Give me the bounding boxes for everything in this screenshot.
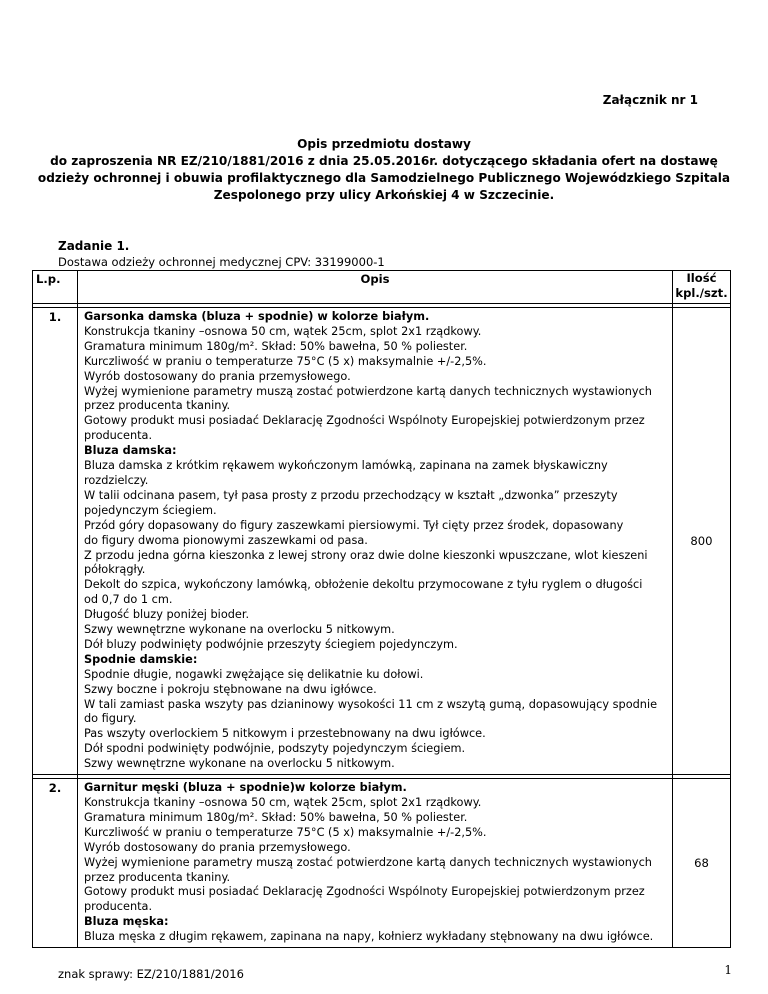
description-line: pojedynczym ściegiem. bbox=[84, 503, 217, 517]
description-line: Gramatura minimum 180g/m². Skład: 50% bawełna, 50 % poliester. bbox=[84, 339, 468, 353]
description-heading: Garsonka damska (bluza + spodnie) w kolorze białym. bbox=[84, 310, 430, 323]
description-line: półokrągły. bbox=[84, 563, 146, 577]
description-line: producenta. bbox=[84, 900, 153, 914]
row-quantity-cell bbox=[673, 308, 731, 775]
description-line: W tali zamiast paska wszyty pas dzianinowy wysokości 11 cm z wszytą gumą, dopasowujący spodnie bbox=[84, 697, 658, 711]
header-ilosc bbox=[673, 271, 731, 304]
description-line: Z przodu jedna górna kieszonka z lewej strony oraz dwie dolne kieszonki wpuszczane, wlot kieszeni bbox=[84, 548, 648, 562]
description-line: Bluza męska z długim rękawem, zapinana na napy, kołnierz wykładany stębnowany na dwu igłówce. bbox=[84, 930, 654, 944]
description-heading: Spodnie damskie: bbox=[84, 652, 198, 666]
description-line: Dół bluzy podwinięty podwójnie przeszyty ściegiem pojedynczym. bbox=[84, 637, 458, 651]
specification-table bbox=[32, 270, 731, 948]
title-line: Opis przedmiotu dostawy bbox=[297, 137, 471, 151]
row-description bbox=[78, 308, 673, 775]
row-number: 2. bbox=[33, 779, 78, 948]
page-number: 1 bbox=[724, 963, 732, 977]
row-quantity-cell bbox=[673, 779, 731, 948]
document-title bbox=[28, 136, 740, 204]
description-line: Wyrób dostosowany do prania przemysłowego. bbox=[84, 369, 351, 383]
description-line: Szwy boczne i pokroju stębnowane na dwu igłówce. bbox=[84, 682, 377, 696]
description-line: Gotowy produkt musi posiadać Deklarację Zgodności Wspólnoty Europejskiej potwierdzonym przez bbox=[84, 885, 645, 899]
description-line: Kurczliwość w praniu o temperaturze 75°C (5 x) maksymalnie +/-2,5%. bbox=[84, 825, 487, 839]
header-ilosc-line1: Ilość bbox=[686, 271, 717, 285]
task-label: Zadanie 1. bbox=[58, 239, 130, 253]
description-line: Bluza damska z krótkim rękawem wykończonym lamówką, zapinana na zamek błyskawiczny bbox=[84, 459, 608, 473]
annex-label: Załącznik nr 1 bbox=[602, 93, 698, 107]
description-line: Wyżej wymienione parametry muszą zostać potwierdzone kartą danych technicznych wystawionych bbox=[84, 855, 652, 869]
description-line: Szwy wewnętrzne wykonane na overlocku 5 nitkowym. bbox=[84, 757, 395, 771]
description-line: Szwy wewnętrzne wykonane na overlocku 5 nitkowym. bbox=[84, 623, 395, 637]
quantity-wrapper bbox=[673, 779, 730, 947]
description-line: Pas wszyty overlockiem 5 nitkowym i przestebnowany na dwu igłówce. bbox=[84, 727, 486, 741]
table-body bbox=[33, 304, 731, 948]
description-line: przez producenta tkaniny. bbox=[84, 399, 231, 413]
description-line: rozdzielczy. bbox=[84, 473, 149, 487]
description-heading: Garnitur męski (bluza + spodnie)w kolorze białym. bbox=[84, 781, 407, 795]
description-line: przez producenta tkaniny. bbox=[84, 870, 231, 884]
description-line: od 0,7 do 1 cm. bbox=[84, 593, 173, 607]
description-heading: Bluza damska: bbox=[84, 444, 177, 458]
description-line: Konstrukcja tkaniny –osnowa 50 cm, wątek 25cm, splot 2x1 rządkowy. bbox=[84, 324, 482, 338]
title-line: odzieży ochronnej i obuwia profilaktycznego dla Samodzielnego Publicznego Wojewódzkiego Szpitala bbox=[37, 171, 731, 185]
description-line: Konstrukcja tkaniny –osnowa 50 cm, wątek 25cm, splot 2x1 rządkowy. bbox=[84, 796, 482, 809]
description-line: W talii odcinana pasem, tył pasa prosty z przodu przechodzący w kształt „dzwonka” przeszyty bbox=[84, 488, 618, 502]
quantity-wrapper bbox=[673, 308, 730, 774]
cpv-line: Dostawa odzieży ochronnej medycznej CPV: 33199000-1 bbox=[58, 255, 385, 269]
header-ilosc-line2: kpl./szt. bbox=[675, 286, 728, 300]
table-header-row bbox=[33, 271, 731, 304]
description-line: Wyżej wymienione parametry muszą zostać potwierdzone kartą danych technicznych wystawionych bbox=[84, 384, 652, 398]
description-line: producenta. bbox=[84, 429, 153, 443]
title-line: Zespolonego przy ulicy Arkońskiej 4 w Szczecinie. bbox=[213, 188, 555, 202]
header-opis: Opis bbox=[78, 271, 673, 304]
row-description bbox=[78, 779, 673, 948]
description-heading: Bluza męska: bbox=[84, 915, 169, 929]
description-line: Gotowy produkt musi posiadać Deklarację Zgodności Wspólnoty Europejskiej potwierdzonym przez bbox=[84, 414, 645, 428]
row-number: 1. bbox=[33, 308, 78, 775]
quantity-value: 68 bbox=[694, 856, 709, 871]
description-line: do figury dwoma pionowymi zaszewkami od pasa. bbox=[84, 533, 368, 547]
case-number-footer: znak sprawy: EZ/210/1881/2016 bbox=[58, 967, 244, 981]
description-line: Kurczliwość w praniu o temperaturze 75°C (5 x) maksymalnie +/-2,5%. bbox=[84, 354, 487, 368]
header-lp: L.p. bbox=[33, 271, 78, 304]
description-line: Długość bluzy poniżej bioder. bbox=[84, 608, 250, 622]
description-line: Wyrób dostosowany do prania przemysłowego. bbox=[84, 840, 351, 854]
description-line: Gramatura minimum 180g/m². Skład: 50% bawełna, 50 % poliester. bbox=[84, 810, 468, 824]
description-line: Dekolt do szpica, wykończony lamówką, obłożenie dekoltu przymocowane z tyłu ryglem o długości bbox=[84, 578, 643, 592]
description-line: Dół spodni podwinięty podwójnie, podszyty pojedynczym ściegiem. bbox=[84, 742, 466, 756]
title-line: do zaproszenia NR EZ/210/1881/2016 z dnia 25.05.2016r. dotyczącego składania ofert na dostawę bbox=[50, 154, 718, 168]
table-row bbox=[33, 779, 731, 948]
description-line: Spodnie długie, nogawki zwężające się delikatnie ku dołowi. bbox=[84, 667, 424, 681]
quantity-value: 800 bbox=[690, 534, 713, 548]
table-row bbox=[33, 308, 731, 775]
description-line: do figury. bbox=[84, 712, 137, 726]
description-line: Przód góry dopasowany do figury zaszewkami piersiowymi. Tył cięty przez środek, dopasowany bbox=[84, 518, 624, 532]
